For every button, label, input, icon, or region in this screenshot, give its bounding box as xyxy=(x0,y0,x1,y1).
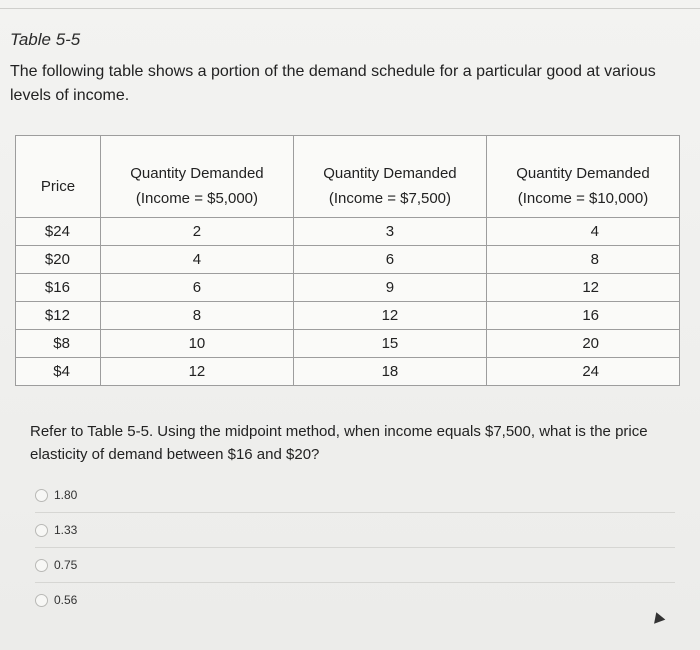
header-income-10000: Quantity Demanded (Income = $10,000) xyxy=(486,136,679,218)
table-cell: 8 xyxy=(100,302,293,330)
table-cell: 16 xyxy=(486,302,679,330)
table-header-row xyxy=(16,136,680,218)
table-row xyxy=(16,218,680,246)
table-cell: 4 xyxy=(486,218,679,246)
header-income-5000: Quantity Demanded (Income = $5,000) xyxy=(100,136,293,218)
table-cell: 18 xyxy=(293,358,486,386)
table-cell: 2 xyxy=(100,218,293,246)
table-cell-price: $12 xyxy=(16,302,101,330)
table-cell: 9 xyxy=(293,274,486,302)
answer-options xyxy=(35,478,675,617)
table-cell: 4 xyxy=(100,246,293,274)
answer-option-3[interactable] xyxy=(35,548,675,583)
table-cell: 12 xyxy=(486,274,679,302)
table-cell-price: $20 xyxy=(16,246,101,274)
radio-button[interactable] xyxy=(35,559,48,572)
table-row xyxy=(16,274,680,302)
demand-schedule-table xyxy=(15,135,680,386)
radio-button[interactable] xyxy=(35,524,48,537)
table-cell: 24 xyxy=(486,358,679,386)
answer-option-label: 0.56 xyxy=(54,593,78,607)
table-cell: 8 xyxy=(486,246,679,274)
table-row xyxy=(16,246,680,274)
header-price: Price xyxy=(16,136,101,218)
radio-button[interactable] xyxy=(35,594,48,607)
answer-option-label: 0.75 xyxy=(54,558,78,572)
answer-option-label: 1.33 xyxy=(54,523,78,537)
header-income-7500: Quantity Demanded (Income = $7,500) xyxy=(293,136,486,218)
top-divider xyxy=(0,8,700,9)
table-cell-price: $4 xyxy=(16,358,101,386)
table-cell: 6 xyxy=(293,246,486,274)
table-cell: 6 xyxy=(100,274,293,302)
table-row xyxy=(16,302,680,330)
answer-option-4[interactable] xyxy=(35,583,675,617)
table-cell: 12 xyxy=(293,302,486,330)
question-text: Refer to Table 5-5. Using the midpoint method, when income equals $7,500, what is the price elasticity of demand between $16 and $20? xyxy=(30,423,648,463)
table-cell: 3 xyxy=(293,218,486,246)
table-row xyxy=(16,330,680,358)
table-cell: 15 xyxy=(293,330,486,358)
answer-option-1[interactable] xyxy=(35,478,675,513)
answer-option-label: 1.80 xyxy=(54,488,78,502)
table-cell: 20 xyxy=(486,330,679,358)
table-cell: 10 xyxy=(100,330,293,358)
radio-button[interactable] xyxy=(35,489,48,502)
table-cell-price: $24 xyxy=(16,218,101,246)
table-title: Table 5-5 xyxy=(10,30,81,49)
table-cell: 12 xyxy=(100,358,293,386)
table-row xyxy=(16,358,680,386)
intro-text: The following table shows a portion of the demand schedule for a particular good at various levels of income. xyxy=(10,63,656,104)
table-cell-price: $16 xyxy=(16,274,101,302)
answer-option-2[interactable] xyxy=(35,513,675,548)
table-cell-price: $8 xyxy=(16,330,101,358)
